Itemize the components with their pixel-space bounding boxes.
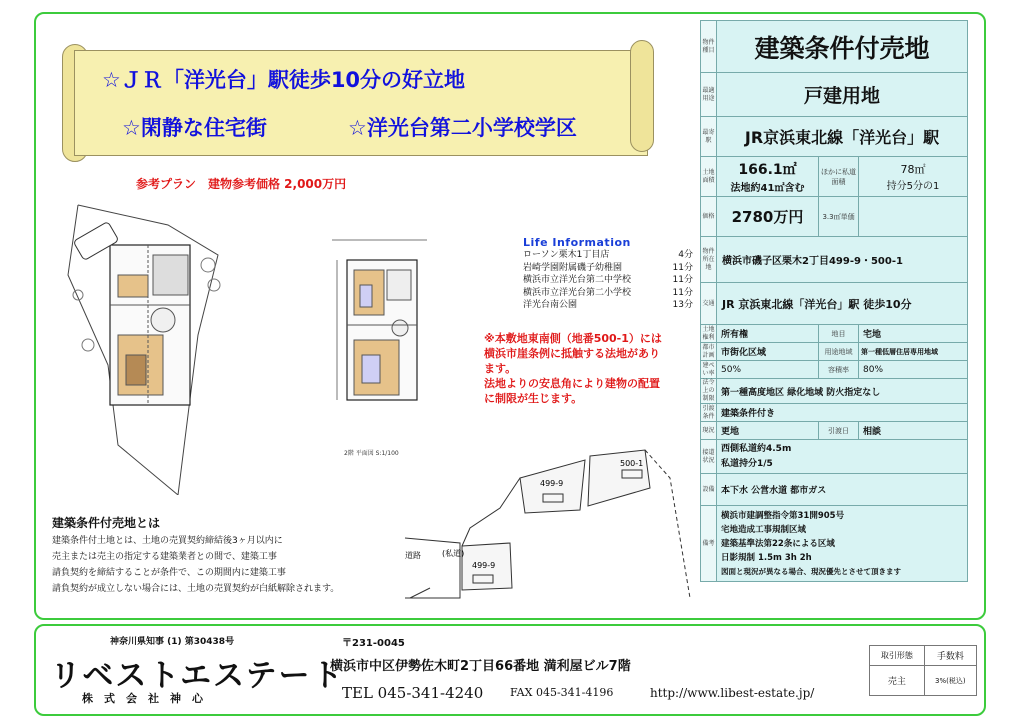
- spec-label-road: 接道状況: [701, 440, 717, 474]
- spec-zone-value: 第一種低層住居専用地域: [859, 343, 968, 361]
- spec-unit-value: [859, 197, 968, 237]
- spec-label-far: 容積率: [819, 361, 859, 379]
- spec-label-transport: 交通: [701, 283, 717, 325]
- definition-title: 建築条件付売地とは: [52, 516, 161, 530]
- life-info-item: ローソン栗木1丁目店 4分: [523, 250, 693, 260]
- spec-label-remarks: 備考: [701, 506, 717, 582]
- spec-area-sub: 法地約41㎡含む: [730, 183, 805, 194]
- lot-499-9: 499-9: [540, 479, 564, 488]
- fee-row-label: 売主: [870, 666, 925, 696]
- banner-line-2b: ☆洋光台第二小学校学区: [348, 116, 577, 140]
- banner-line-2a: ☆閑静な住宅街: [122, 116, 267, 140]
- life-info-title: Life Information: [523, 236, 631, 249]
- spec-table: [700, 20, 968, 582]
- life-info-block: [523, 236, 693, 312]
- company-address: 横浜市中区伊勢佐木町2丁目66番地 満利屋ビル7階: [330, 659, 631, 674]
- life-info-item: 岩崎学園附属磯子幼稚園 11分: [523, 262, 693, 273]
- spec-label-condition: 引渡条件: [702, 404, 715, 420]
- spec-remarks-cell: [717, 506, 968, 582]
- life-info-item: 洋光台南公園 13分: [523, 300, 693, 310]
- spec-label-private: ほかに私道面積: [819, 157, 859, 197]
- spec-station-value: JR京浜東北線「洋光台」駅: [717, 117, 968, 157]
- spec-condition-value: 建築条件付き: [717, 404, 968, 422]
- spec-road-cell: [717, 440, 968, 474]
- spec-label-chimoku: 地目: [819, 325, 859, 343]
- spec-road-value-2: 私道持分1/5: [721, 458, 773, 469]
- license-number: 神奈川県知事 (1) 第30438号: [110, 637, 235, 647]
- floor-plan-2f: [322, 230, 437, 460]
- spec-use-value: 戸建用地: [717, 73, 968, 117]
- spec-rights-value: 所有権: [717, 325, 819, 343]
- spec-type-value: 建築条件付売地: [717, 21, 968, 73]
- remark-line: 建築基準法第22条による区域: [721, 538, 835, 549]
- spec-label-zone: 用途地域: [819, 343, 859, 361]
- fee-row-value: 3%(税込): [924, 666, 976, 696]
- spec-price-value: 2780万円: [717, 197, 819, 237]
- spec-label-status: 現況: [701, 422, 717, 440]
- spec-label-facility: 設備: [701, 474, 717, 506]
- company-url[interactable]: http://www.libest-estate.jp/: [650, 686, 815, 700]
- plan-label: 参考プラン 建物参考価格 2,000万円: [136, 177, 347, 191]
- fee-table: [869, 645, 977, 696]
- spec-facility-value: 本下水 公営水道 都市ガス: [717, 474, 968, 506]
- spec-delivery-value: 相談: [859, 422, 968, 440]
- spec-label-rights: 土地権利: [702, 325, 715, 341]
- lot-500-1: 500-1: [620, 459, 644, 468]
- company-fax: FAX 045-341-4196: [510, 686, 614, 699]
- condition-definition: 建築条件付売地とは 建築条件付土地とは、土地の売買契約締結後3ヶ月以内に 売主または売主の指定する建築業者との間で、建築工事 請負契約を締結することが条件で、この期間内に建築工事 請負契約が成立しない場合には、土地の売買契約が白紙解除されます。: [52, 516, 340, 594]
- company-corp: 株 式 会 社 神 心: [82, 692, 203, 705]
- spec-chimoku-value: 宅地: [859, 325, 968, 343]
- spec-label-type: 物件種目: [701, 21, 717, 73]
- spec-label-city: 都市計画: [702, 343, 715, 359]
- spec-private-sub: 持分5分の1: [886, 181, 940, 192]
- private-road-label: (私道): [442, 549, 465, 558]
- spec-label-address: 物件所在地: [701, 237, 717, 283]
- spec-road-value-1: 西側私道約4.5m: [721, 443, 792, 454]
- company-tel: TEL 045-341-4240: [342, 684, 484, 702]
- spec-label-price: 価格: [701, 197, 717, 237]
- spec-area-cell: [717, 157, 819, 197]
- spec-transport-value: JR 京浜東北線「洋光台」駅 徒歩10分: [717, 283, 968, 325]
- spec-label-area: 土地面積: [701, 157, 717, 197]
- spec-private-cell: [859, 157, 968, 197]
- spec-label-unit: 3.3㎡単価: [819, 197, 859, 237]
- spec-legal-value: 第一種高度地区 緑化地域 防火指定なし: [717, 379, 968, 404]
- road-label: 道路: [405, 551, 421, 560]
- spec-label-use: 最適用途: [701, 73, 717, 117]
- spec-area-value: 166.1㎡: [738, 162, 797, 178]
- life-info-item: 横浜市立洋光台第二中学校 11分: [523, 275, 693, 285]
- fee-col-1: 取引形態: [870, 646, 925, 666]
- spec-label-station: 最寄駅: [701, 117, 717, 157]
- remark-line: 横浜市建調整指令第31開905号: [721, 510, 845, 521]
- banner-line-1: ☆ＪＲ「洋光台」駅徒歩10分の好立地: [102, 68, 466, 92]
- remark-line: 日影規制 1.5m 3h 2h: [721, 552, 812, 563]
- spec-address-value: 横浜市磯子区栗木2丁目499-9・500-1: [717, 237, 968, 283]
- lot-499-9-b: 499-9: [472, 561, 496, 570]
- spec-label-bcr: 建ぺい率: [702, 361, 715, 377]
- site-plan-drawing: [48, 195, 238, 495]
- spec-private-value: 78㎡: [900, 163, 926, 176]
- life-info-item: 横浜市立洋光台第二小学校 11分: [523, 287, 693, 298]
- remark-line: 宅地造成工事規制区域: [721, 524, 807, 535]
- cliff-notice: ※本敷地東南側（地番500-1）には 横浜市崖条例に抵触する法地があり ます。 法地よりの安息角により建物の配置 に制限が生じます。: [484, 332, 662, 405]
- spec-far-value: 80%: [859, 361, 968, 379]
- spec-status-value: 更地: [717, 422, 819, 440]
- remark-line: 図面と現況が異なる場合、現況優先とさせて頂きます: [721, 566, 901, 576]
- headline-banner: [58, 40, 658, 162]
- floor-plan-caption: 2階 平面図 S:1/100: [344, 450, 399, 457]
- fee-col-2: 手数料: [924, 646, 976, 666]
- survey-map: [400, 448, 700, 613]
- spec-bcr-value: 50%: [717, 361, 819, 379]
- spec-city-value: 市街化区域: [717, 343, 819, 361]
- spec-label-legal: 法令上の制限: [702, 379, 715, 402]
- company-name: リベストエステート: [50, 658, 345, 694]
- postal-code: 〒231-0045: [342, 638, 405, 649]
- spec-label-delivery: 引渡日: [819, 422, 859, 440]
